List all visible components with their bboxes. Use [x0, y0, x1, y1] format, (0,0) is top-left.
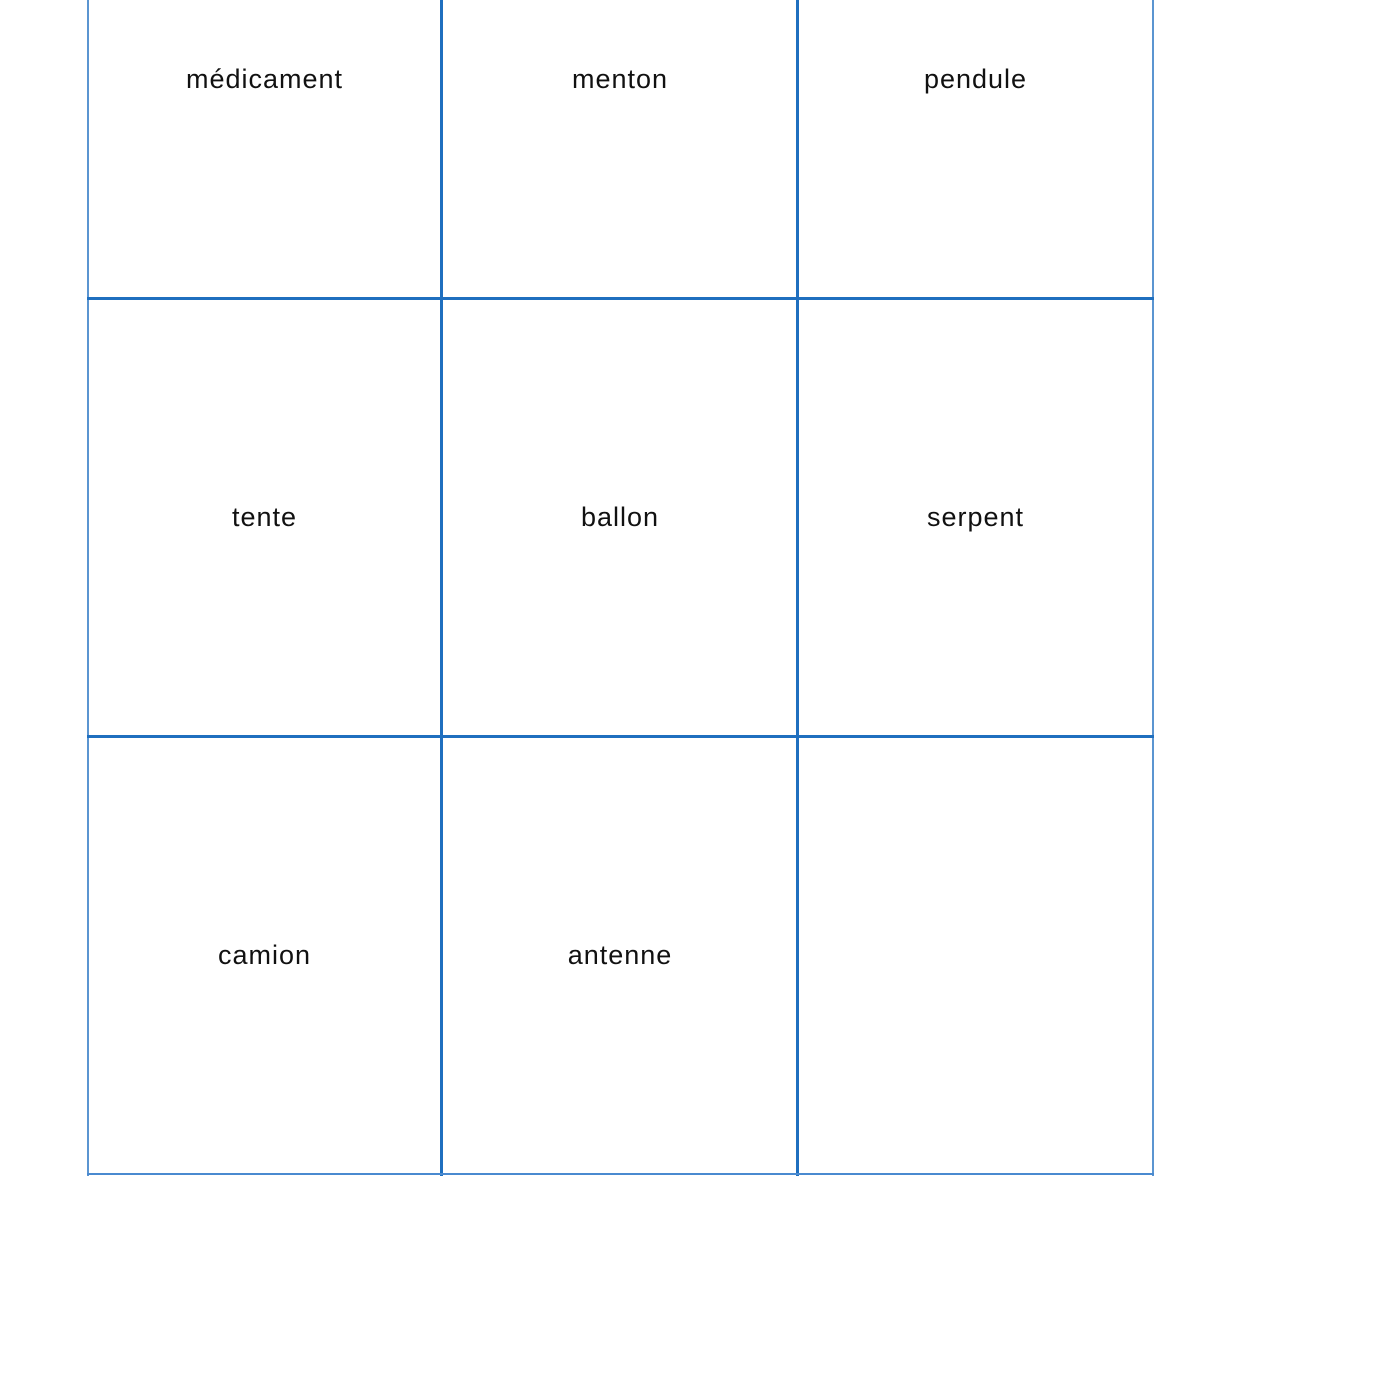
card-word: tente — [231, 502, 298, 532]
card-cell-empty — [798, 737, 1153, 1174]
card-word: ballon — [580, 502, 660, 532]
card-cell — [442, 299, 798, 736]
card-cell — [798, 0, 1153, 298]
word-card-grid — [87, 0, 1154, 1176]
card-cell — [798, 299, 1153, 736]
card-word: antenne — [567, 940, 673, 970]
card-cell — [87, 0, 442, 298]
card-word: camion — [217, 940, 312, 970]
card-word: menton — [571, 64, 669, 94]
card-word: serpent — [926, 502, 1025, 532]
card-word: pendule — [923, 64, 1028, 94]
card-cell — [442, 737, 798, 1174]
card-cell — [87, 299, 442, 736]
card-cell — [442, 0, 798, 298]
card-cell — [87, 737, 442, 1174]
card-word: médicament — [185, 64, 344, 94]
